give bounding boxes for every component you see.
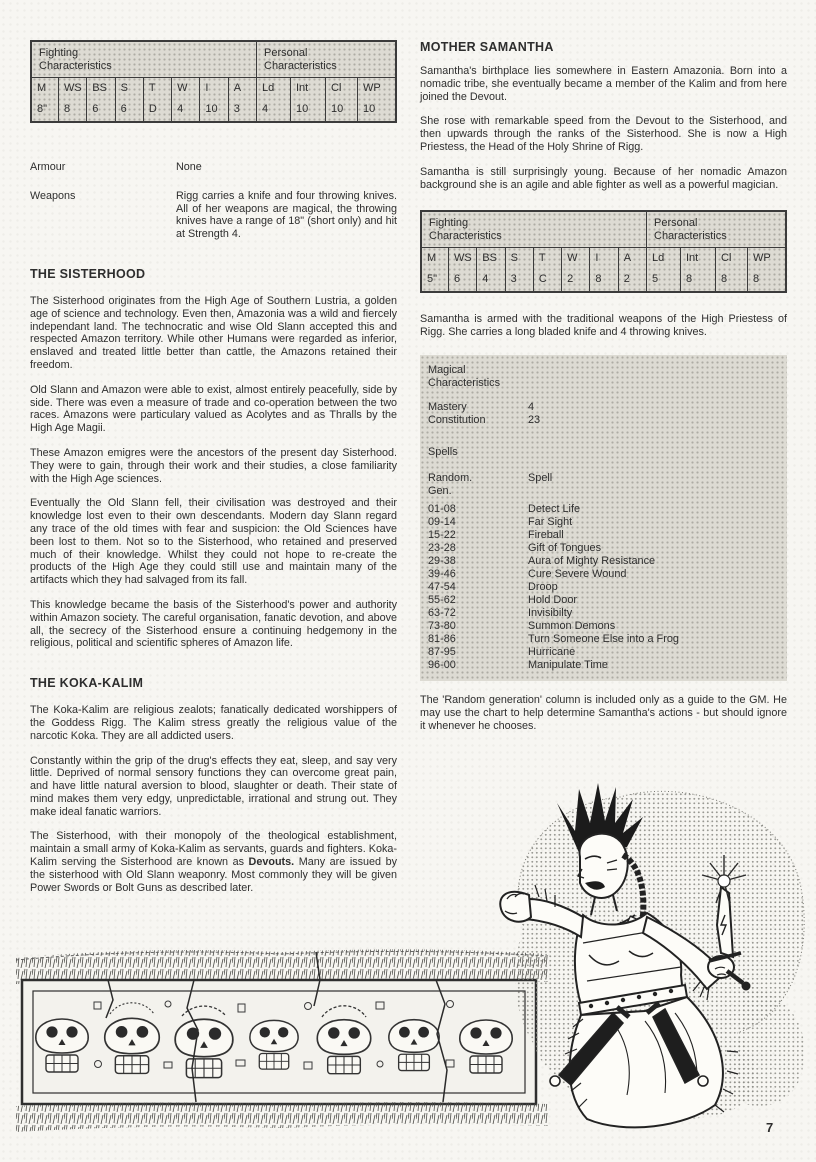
characteristic-column-s: S 6 bbox=[116, 78, 144, 121]
samantha-characteristics-table bbox=[420, 210, 787, 293]
magical-characteristics-box bbox=[420, 355, 787, 681]
spell-row bbox=[428, 568, 779, 581]
weapons-value: Rigg carries a knife and four throwing knives. All of her weapons are magical, the throwing knives have a range of 18" (short only) and hit at Strength 4. bbox=[176, 189, 397, 241]
mother-samantha-heading: MOTHER SAMANTHA bbox=[420, 40, 554, 54]
characteristic-column-t: T D bbox=[144, 78, 172, 121]
amazon-warrior-illustration bbox=[495, 775, 816, 1140]
fighting-header-line2: Characteristics bbox=[429, 230, 502, 243]
characteristic-column-w: W 2 bbox=[562, 248, 590, 291]
characteristic-column-ws: WS 8 bbox=[59, 78, 87, 121]
armour-row bbox=[30, 161, 397, 174]
left-column bbox=[30, 40, 397, 906]
weapons-row bbox=[30, 190, 397, 241]
spell-range: 87-95 bbox=[428, 645, 456, 658]
fighting-header-line1: Fighting bbox=[429, 217, 469, 230]
spell-header: Spell bbox=[528, 471, 553, 484]
sisterhood-paragraph: Eventually the Old Slann fell, their civilisation was destroyed and their knowledge lost even to their own descendants. Modern day Slann regard any trace of the old times with fear and suspicion: the Old Sciences have been lost to them. Not so to the Sisterhood, who retained and preserved much of their knowledge. Whilst they could not hope to re-create the products of the High Age they could still use and maintain many of the artifacts which they had salvaged from its fall. bbox=[30, 497, 397, 587]
random-gen-header-line1: Random. bbox=[428, 471, 473, 484]
spell-range: 63-72 bbox=[428, 606, 456, 619]
spell-name: Hold Door bbox=[528, 593, 578, 606]
spell-row bbox=[428, 542, 779, 555]
characteristic-column-t: T C bbox=[534, 248, 562, 291]
spell-name: Hurricane bbox=[528, 645, 576, 658]
characteristic-column-bs: BS 6 bbox=[87, 78, 115, 121]
personal-header-line1: Personal bbox=[264, 47, 308, 59]
spells-heading: Spells bbox=[428, 445, 458, 458]
fighting-header-line2: Characteristics bbox=[39, 60, 112, 72]
personal-header-line2: Characteristics bbox=[264, 60, 337, 72]
spell-name: Cure Severe Wound bbox=[528, 567, 627, 580]
mastery-value: 4 bbox=[528, 400, 535, 413]
characteristic-column-bs: BS 4 bbox=[477, 248, 505, 291]
koka-kalim-paragraph: The Koka-Kalim are religious zealots; fanatically dedicated worshippers of the Goddess Rigg. The Kalim stress greatly the religious value of the narcotic Koka. They are all addicted users. bbox=[30, 704, 397, 742]
sisterhood-paragraph: The Sisterhood originates from the High Age of Southern Lustria, a golden age of science and technology. Even then, Amazonia was a wild and fiercely independant land. The technocratic and wise Old Slann accepted this and respected Amazon territory. While other Humans were regarded as inferior, enslaved and treated little better than cattle, the Amazons retained their freedom. bbox=[30, 294, 397, 371]
spell-row bbox=[428, 529, 779, 542]
characteristic-column-int: Int 10 bbox=[291, 78, 326, 121]
characteristic-column-a: A 3 bbox=[229, 78, 257, 121]
spell-name: Turn Someone Else into a Frog bbox=[528, 632, 679, 645]
spell-range: 01-08 bbox=[428, 502, 456, 515]
random-generation-note: The 'Random generation' column is included only as a guide to the GM. He may use the chart to help determine Samantha's actions - but should ignore it whenever he chooses. bbox=[420, 693, 787, 732]
armour-value: None bbox=[176, 161, 202, 173]
random-gen-header-line2: Gen. bbox=[428, 484, 452, 497]
mastery-row bbox=[428, 401, 779, 414]
spell-name: Fireball bbox=[528, 528, 564, 541]
spell-row bbox=[428, 581, 779, 594]
samantha-paragraph: Samantha is still surprisingly young. Because of her nomadic Amazon background she is an agile and able fighter as well as a powerful magician. bbox=[420, 165, 787, 191]
koka-kalim-heading: THE KOKA-KALIM bbox=[30, 676, 144, 691]
characteristic-column-cl: Cl 8 bbox=[716, 248, 748, 291]
right-column bbox=[420, 40, 787, 744]
devouts-term: Devouts. bbox=[248, 856, 295, 869]
spell-range: 09-14 bbox=[428, 515, 456, 528]
personal-header-line2: Characteristics bbox=[654, 230, 727, 243]
spell-row bbox=[428, 633, 779, 646]
magic-stats bbox=[428, 401, 779, 427]
samantha-paragraph: She rose with remarkable speed from the Devout to the Sisterhood, and then upwards through the ranks of the Sisterhood. She is now a High Priestess, the Head of the Holy Shrine of Rigg. bbox=[420, 115, 787, 153]
characteristic-column-s: S 3 bbox=[506, 248, 534, 291]
magic-box-title: Magical Characteristics bbox=[428, 363, 501, 389]
samantha-armed-paragraph: Samantha is armed with the traditional weapons of the High Priestess of Rigg. She carries a long bladed knife and 4 throwing knives. bbox=[420, 313, 787, 339]
spell-range: 73-80 bbox=[428, 619, 456, 632]
spell-name: Detect Life bbox=[528, 502, 581, 515]
sisterhood-paragraph: These Amazon emigres were the ancestors of the present day Sisterhood. They were to gain, through their work and their studies, a close familiarity with the High Age sciences. bbox=[30, 446, 397, 485]
characteristic-column-ld: Ld 5 bbox=[647, 248, 681, 291]
spell-row bbox=[428, 594, 779, 607]
weapons-label: Weapons bbox=[30, 189, 76, 202]
spell-range: 96-00 bbox=[428, 658, 456, 671]
spell-name: Invisibilty bbox=[528, 606, 573, 619]
spell-name: Droop bbox=[528, 580, 558, 593]
spell-row bbox=[428, 646, 779, 659]
spell-table-header bbox=[428, 472, 779, 498]
mastery-label: Mastery bbox=[428, 400, 467, 413]
koka-kalim-paragraph: Constantly within the grip of the drug's effects they eat, sleep, and say very little. Deprived of normal sensory functions they can overcome great pain, and have little natural aversion to blood, slaughter or death. Their state of mind makes them very edgy, unpredictable, irrational and strung out. They make ideal fanatic warriors. bbox=[30, 754, 397, 818]
personal-header-line1: Personal bbox=[654, 217, 698, 230]
characteristic-column-m: M 8" bbox=[32, 78, 59, 121]
spell-row bbox=[428, 503, 779, 516]
characteristic-column-ld: Ld 4 bbox=[257, 78, 291, 121]
sisterhood-paragraph: Old Slann and Amazon were able to exist, almost entirely peacefully, side by side. There was even a measure of trade and co-operation between the two races. Amazons were particulary valued as Acolytes and as Thralls by the High Age Magii. bbox=[30, 383, 397, 435]
skull-frieze-illustration bbox=[16, 944, 548, 1144]
spell-range: 47-54 bbox=[428, 580, 456, 593]
characteristic-column-a: A 2 bbox=[619, 248, 647, 291]
spell-row bbox=[428, 659, 779, 672]
fighting-header-line1: Fighting bbox=[39, 47, 79, 59]
spell-row bbox=[428, 555, 779, 568]
fighting-characteristics-header bbox=[32, 42, 257, 78]
samantha-paragraph: Samantha's birthplace lies somewhere in Eastern Amazonia. Born into a nomadic tribe, she eventually became a member of the Kalim and from here joined the Devout. bbox=[420, 65, 787, 103]
spell-name: Gift of Tongues bbox=[528, 541, 602, 554]
koka-p3-after: Many are issued by the sisterhood with Old Slann weaponry. Most commonly they will be given Power Swords or Bolt Guns as described later. bbox=[30, 856, 397, 894]
fighting-characteristics-header bbox=[422, 212, 647, 248]
koka-p3-before: The Sisterhood, with their monopoly of the theological establishment, maintain a small army of Koka-Kalim as servants, guards and fighters. Koka-Kalim serving the Sisterhood are known as bbox=[30, 830, 397, 869]
characteristic-column-m: M 5" bbox=[422, 248, 449, 291]
spell-range: 39-46 bbox=[428, 567, 456, 580]
rigg-characteristics-table bbox=[30, 40, 397, 123]
koka-kalim-paragraph bbox=[30, 830, 397, 894]
spell-row bbox=[428, 516, 779, 529]
characteristic-column-cl: Cl 10 bbox=[326, 78, 358, 121]
characteristic-column-int: Int 8 bbox=[681, 248, 716, 291]
constitution-value: 23 bbox=[528, 413, 541, 426]
personal-characteristics-header bbox=[647, 212, 785, 248]
spell-range: 15-22 bbox=[428, 528, 456, 541]
sisterhood-heading: THE SISTERHOOD bbox=[30, 266, 146, 281]
characteristic-column-i: I 10 bbox=[200, 78, 228, 121]
constitution-row bbox=[428, 414, 779, 427]
spell-name: Aura of Mighty Resistance bbox=[528, 554, 656, 567]
spell-range: 81-86 bbox=[428, 632, 456, 645]
constitution-label: Constitution bbox=[428, 413, 486, 426]
personal-characteristics-header bbox=[257, 42, 395, 78]
characteristic-column-wp: WP 8 bbox=[753, 252, 771, 286]
spell-row bbox=[428, 607, 779, 620]
characteristic-column-w: W 4 bbox=[172, 78, 200, 121]
spell-row bbox=[428, 620, 779, 633]
armour-label: Armour bbox=[30, 161, 66, 173]
characteristic-column-ws: WS 6 bbox=[449, 248, 477, 291]
spell-range: 55-62 bbox=[428, 593, 456, 606]
characteristic-column-wp: WP 10 bbox=[363, 82, 381, 115]
spell-range: 23-28 bbox=[428, 541, 456, 554]
page-number: 7 bbox=[766, 1120, 774, 1135]
sisterhood-paragraph: This knowledge became the basis of the Sisterhood's power and authority within Amazon society. The careful organisation, fanatic devotion, and above all, the secrecy of the Sisterhood ensure a continuing hedgemony in the religious, political and scientific spheres of Amazon life. bbox=[30, 598, 397, 650]
spell-name: Manipulate Time bbox=[528, 658, 608, 671]
spell-name: Far Sight bbox=[528, 515, 573, 528]
characteristic-column-i: I 8 bbox=[590, 248, 618, 291]
spell-range: 29-38 bbox=[428, 554, 456, 567]
spell-name: Summon Demons bbox=[528, 619, 616, 632]
